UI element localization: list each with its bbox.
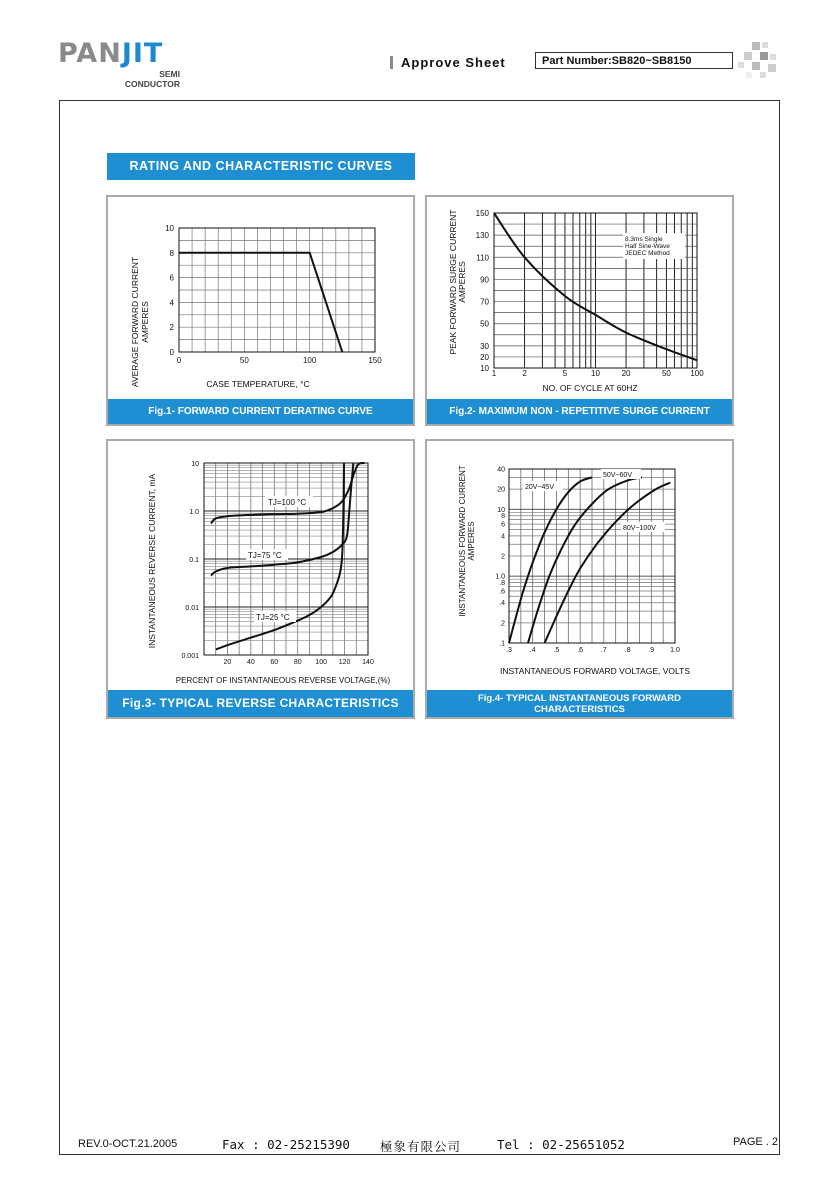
fig2-x-tick: 1 xyxy=(491,369,497,378)
footer-revision: REV.0-OCT.21.2005 xyxy=(78,1138,178,1150)
fig3-y-tick: 10 xyxy=(191,461,199,468)
fig1-x-tick: 150 xyxy=(368,356,382,365)
fig2-y-tick: 110 xyxy=(476,253,489,263)
fig4-label-50-60: 50V~60V xyxy=(603,472,632,479)
fig4-y-tick: 1.0 xyxy=(495,573,505,581)
fig3-x-tick: 20 xyxy=(223,659,232,666)
fig2-xlabel: NO. OF CYCLE AT 60HZ xyxy=(542,383,638,393)
fig4-x-tick: .5 xyxy=(553,647,560,654)
approve-sheet-label: Approve Sheet xyxy=(401,55,506,70)
fig4-x-tick: .9 xyxy=(648,647,655,654)
fig4-y-tick: 20 xyxy=(497,486,505,494)
fig1-xlabel: CASE TEMPERATURE, °C xyxy=(206,379,310,389)
fig3-y-tick: 0.1 xyxy=(189,557,199,564)
fig3-x-tick: 100 xyxy=(315,659,327,666)
panjit-logo xyxy=(58,38,180,89)
fig4-y-tick: 2 xyxy=(501,553,505,561)
footer-tel: Tel : 02-25651052 xyxy=(497,1137,625,1152)
logo-sub-semi: SEMI xyxy=(159,69,180,79)
fig4-label-80-100: 80V~100V xyxy=(623,525,656,532)
fig2-x-tick: 10 xyxy=(591,369,600,378)
fig3-x-tick: 120 xyxy=(338,659,351,666)
fig3-series-line-1 xyxy=(211,463,365,524)
fig4-x-tick: 1.0 xyxy=(670,647,680,654)
fig4-y-tick: .4 xyxy=(499,600,505,608)
fig4-y-tick: .6 xyxy=(499,588,505,596)
fig2-y-tick: 50 xyxy=(480,319,489,329)
fig3-x-tick: 40 xyxy=(246,659,255,666)
fig1-y-tick: 0 xyxy=(169,348,174,357)
fig3-caption: Fig.3- TYPICAL REVERSE CHARACTERISTICS xyxy=(108,690,413,717)
fig3-xlabel: PERCENT OF INSTANTANEOUS REVERSE VOLTAGE,(%) xyxy=(175,676,391,685)
fig2-y-tick: 10 xyxy=(480,364,489,373)
fig4-y-tick: 40 xyxy=(497,466,505,474)
footer-company: 極象有限公司 xyxy=(380,1139,462,1154)
fig4-label-20-45: 20V~45V xyxy=(525,484,554,491)
fig2-x-tick: 20 xyxy=(621,369,631,378)
fig2-y-tick: 70 xyxy=(480,297,489,307)
fig4-chart xyxy=(427,441,732,689)
fig1-x-tick: 0 xyxy=(176,356,182,365)
fig3-panel xyxy=(106,439,415,719)
fig2-y-tick: 90 xyxy=(480,275,489,285)
fig3-ylabel: INSTANTANEOUS REVERSE CURRENT, mA xyxy=(147,473,157,649)
fig4-ylabel-2: AMPERES xyxy=(467,521,476,561)
fig2-ylabel-2: AMPERES xyxy=(457,261,467,303)
fig2-note-3: JEDEC Method xyxy=(625,250,670,257)
fig1-y-tick: 6 xyxy=(169,273,174,283)
fig4-caption xyxy=(427,690,732,717)
fig4-caption-line-2: CHARACTERISTICS xyxy=(534,704,625,715)
logo-sub-conductor: CONDUCTOR xyxy=(124,78,180,89)
fig2-caption: Fig.2- MAXIMUM NON - REPETITIVE SURGE CURRENT xyxy=(427,399,732,424)
fig2-panel xyxy=(425,195,734,426)
fig4-y-tick: .8 xyxy=(499,580,505,588)
fig3-y-tick: 1.0 xyxy=(189,509,199,516)
section-title: RATING AND CHARACTERISTIC CURVES xyxy=(107,153,415,180)
fig4-y-tick: 4 xyxy=(501,533,505,541)
fig2-note-2: Half Sine-Wave xyxy=(625,243,670,250)
fig3-y-tick: 0.001 xyxy=(181,653,199,660)
fig4-ylabel-1: INSTANTANEOUS FORWARD CURRENT xyxy=(458,465,467,617)
fig1-caption: Fig.1- FORWARD CURRENT DERATING CURVE xyxy=(108,399,413,424)
fig4-y-tick: 6 xyxy=(501,521,505,529)
checker-pattern-icon xyxy=(738,42,782,82)
fig2-x-tick: 5 xyxy=(562,369,568,378)
fig4-xlabel: INSTANTANEOUS FORWARD VOLTAGE, VOLTS xyxy=(499,666,691,676)
fig4-x-tick: .3 xyxy=(506,647,512,654)
fig1-panel xyxy=(106,195,415,426)
fig2-y-tick: 30 xyxy=(480,341,489,351)
logo-subtitle xyxy=(120,70,180,89)
fig2-ylabel-1: PEAK FORWARD SURGE CURRENT xyxy=(448,209,458,355)
fig2-y-tick: 150 xyxy=(475,209,489,218)
fig4-y-tick: .1 xyxy=(499,640,505,648)
fig1-y-tick: 2 xyxy=(169,323,174,333)
fig4-panel xyxy=(425,439,734,719)
fig1-x-tick: 50 xyxy=(239,356,249,365)
fig3-label-25: TJ=25 °C xyxy=(256,613,290,622)
fig4-caption-line-1: Fig.4- TYPICAL INSTANTANEOUS FORWARD xyxy=(477,693,682,704)
fig4-y-tick: .2 xyxy=(499,620,505,628)
fig3-x-tick: 80 xyxy=(293,659,302,666)
fig1-chart xyxy=(108,197,413,397)
part-number-box: Part Number:SB820~SB8150 xyxy=(535,52,733,69)
logo-pan: PAN xyxy=(58,38,122,69)
fig4-y-tick: 8 xyxy=(501,513,505,521)
fig1-x-tick: 100 xyxy=(302,356,317,365)
title-bar-marker xyxy=(390,56,393,69)
fig3-x-tick: 60 xyxy=(270,659,279,666)
fig3-y-tick: 0.01 xyxy=(185,605,199,612)
logo-wordmark xyxy=(58,40,163,67)
fig2-chart xyxy=(427,197,732,397)
fig1-y-tick: 10 xyxy=(165,224,174,233)
footer-fax: Fax : 02-25215390 xyxy=(222,1137,350,1152)
footer-page-number: PAGE . 2 xyxy=(733,1136,779,1148)
fig2-x-tick: 100 xyxy=(690,369,704,378)
fig4-x-tick: .6 xyxy=(577,647,584,654)
fig2-note-1: 8.3ms Single xyxy=(625,236,663,243)
fig4-x-tick: .7 xyxy=(600,647,607,654)
fig3-chart xyxy=(108,441,413,689)
fig1-y-tick: 4 xyxy=(169,298,174,308)
fig3-label-75: TJ=75 °C xyxy=(248,551,282,560)
fig4-y-tick: 10 xyxy=(497,506,505,514)
fig1-y-tick: 8 xyxy=(169,248,174,258)
fig2-y-tick: 20 xyxy=(480,352,489,362)
fig3-label-100: TJ=100 °C xyxy=(268,498,307,507)
fig4-x-tick: .4 xyxy=(529,647,536,654)
fig4-x-tick: .8 xyxy=(624,647,631,654)
approve-sheet-title xyxy=(390,55,506,70)
fig1-ylabel-1: AVERAGE FORWARD CURRENT xyxy=(130,256,140,388)
logo-jit: JIT xyxy=(121,38,164,69)
fig2-y-tick: 130 xyxy=(475,231,489,241)
fig4-series-line-1 xyxy=(509,477,592,643)
fig3-x-tick: 140 xyxy=(362,659,374,666)
fig2-x-tick: 2 xyxy=(522,369,527,378)
fig1-ylabel-2: AMPERES xyxy=(140,301,150,343)
fig2-x-tick: 50 xyxy=(661,369,671,378)
